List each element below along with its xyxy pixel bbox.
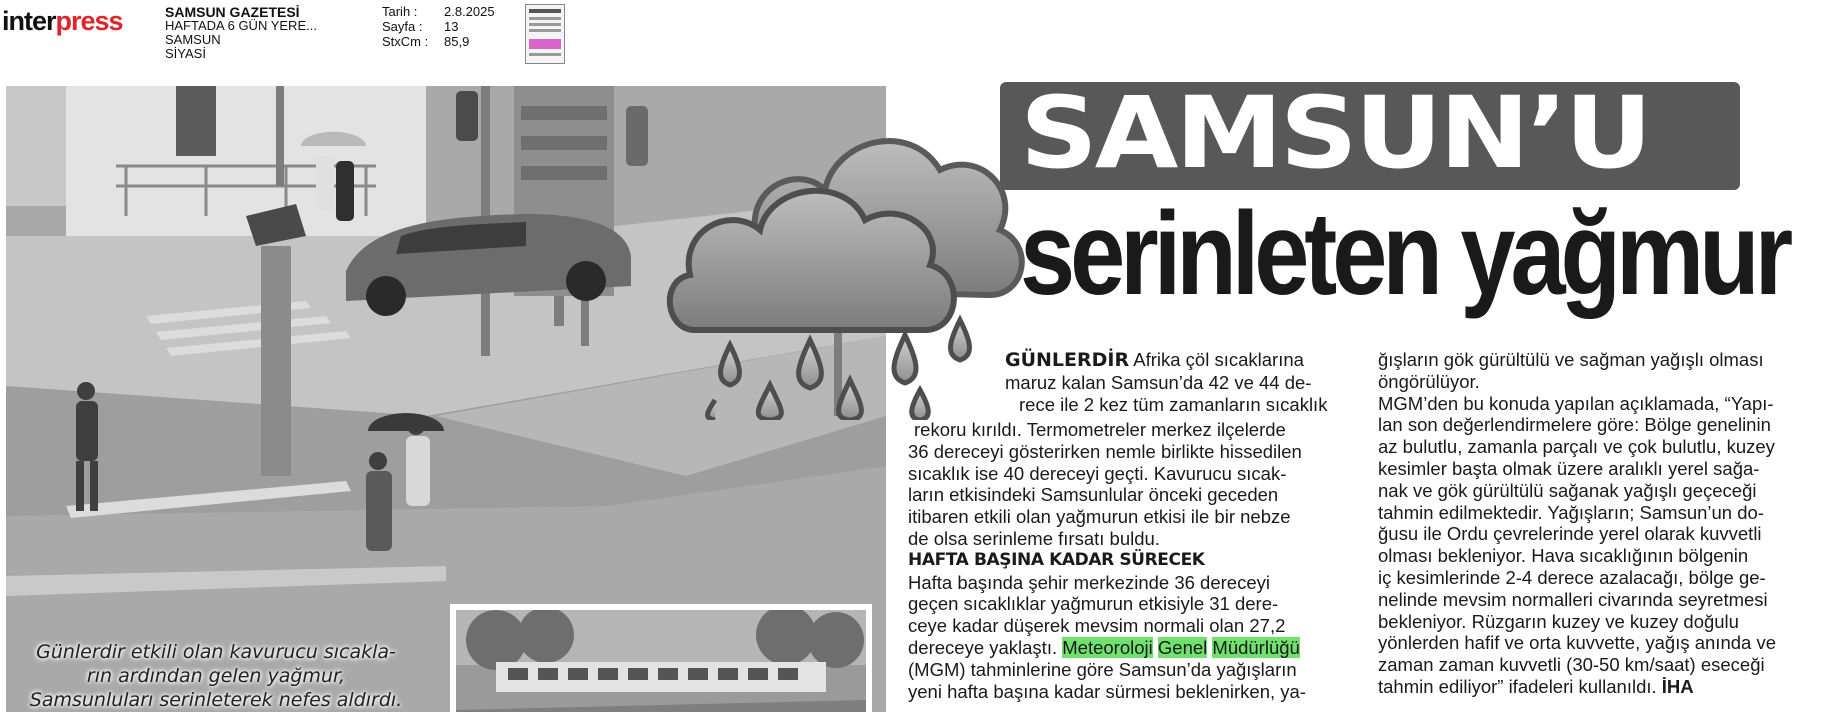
article-line: geçen sıcaklıklar yağmurun etkisiyle 31 dere-: [908, 593, 1279, 615]
article-line: itibaren etkili olan yağmurun etkisi ile bir nebze: [908, 506, 1291, 528]
article-line: az bulutlu, zamanla parçalı ve çok bulutlu, kuzey: [1378, 436, 1775, 458]
article-line: tahmin ediliyor” ifadeleri kullanıldı.: [1378, 675, 1657, 697]
stxcm-value: 85,9: [444, 34, 470, 49]
highlighted-term: Genel: [1157, 636, 1208, 658]
article-line: rekoru kırıldı. Termometreler merkez ilçelerde: [914, 419, 1286, 440]
article-column-1: [908, 419, 1306, 702]
lead-word: GÜNLERDİR: [1005, 349, 1130, 371]
highlighted-term: Müdürlüğü: [1212, 636, 1300, 658]
tram-inset-photo: [450, 604, 872, 712]
headline-box: [1000, 76, 1740, 191]
rain-cloud-icon: [660, 80, 1040, 425]
article-line: sıcaklık ise 40 dereceyi geçti. Kavurucu sıcak-: [908, 462, 1287, 484]
page-label: Sayfa :: [382, 19, 423, 34]
interpress-logo: interpress: [2, 6, 123, 36]
page-value: 13: [444, 19, 459, 34]
page-thumbnail[interactable]: [525, 4, 565, 64]
article-line: iç kesimlerinde 2-4 derece azalacağı, bölge ge-: [1378, 566, 1766, 588]
publication-name: SAMSUN GAZETESİ: [165, 4, 300, 20]
caption-line: Günlerdir etkili olan kavurucu sıcakla-: [36, 641, 396, 663]
article-line: yönlerden hafif ve orta kuvvette, yağış anında ve: [1378, 632, 1776, 654]
publication-city: SAMSUN: [165, 32, 221, 47]
article-line: Hafta başında şehir merkezinde 36 dereceyi: [908, 571, 1270, 593]
stxcm-label: StxCm :: [382, 34, 429, 49]
article-line: nak ve gök gürültülü sağanak yağışlı geçeceği: [1378, 479, 1757, 501]
article-line: bekleniyor. Rüzgarın kuzey ve kuzey doğulu: [1378, 610, 1739, 632]
article-line: olması bekleniyor. Hava sıcaklığının bölgenin: [1378, 545, 1749, 567]
highlighted-term: Meteoroloji: [1062, 636, 1153, 658]
publication-info: [165, 5, 317, 61]
article-line: dereceye yaklaştı.: [908, 636, 1058, 658]
date-label: Tarih :: [382, 4, 418, 19]
article-line: tahmin edilmektedir. Yağışların; Samsun’un do-: [1378, 501, 1764, 523]
article-line: ceye kadar düşerek mevsim normali olan 27,2: [908, 615, 1286, 637]
article-line: rece ile 2 kez tüm zamanların sıcaklık: [1019, 393, 1328, 415]
article-column-1-top: [1005, 349, 1327, 415]
caption-line: rın ardından gelen yağmur,: [86, 665, 346, 687]
article-subheading: HAFTA BAŞINA KADAR SÜRECEK: [908, 549, 1205, 570]
caption-line: Samsunluları serinleterek nefes aldırdı.: [29, 689, 403, 711]
article-line: öngörülüyor.: [1378, 370, 1480, 392]
headline-line1: SAMSUN’U: [1020, 76, 1650, 191]
article-line: kesimler başta olmak üzere aralıklı yerel sağa-: [1378, 457, 1760, 479]
photo-caption: [6, 640, 426, 712]
article-line: Afrika çöl sıcaklarına: [1133, 349, 1304, 370]
article-line: ların etkisindeki Samsunlular önceki geceden: [908, 484, 1279, 506]
clipping-meta: [382, 4, 495, 49]
article-line: lan son değerlendirmelere göre: Bölge genelinin: [1378, 414, 1771, 436]
article-line: maruz kalan Samsun’da 42 ve 44 de-: [1005, 371, 1312, 393]
article-line: de olsa serinleme fırsatı buldu.: [908, 527, 1160, 549]
article-line: nelinde mevsim normalleri civarında seyretmesi: [1378, 588, 1768, 610]
date-value: 2.8.2025: [444, 4, 495, 19]
article-line: ğusu ile Ordu çevrelerinde yerel olarak kuvvetli: [1378, 523, 1762, 545]
article-line: yeni hafta başına kadar sürmesi beklenirken, ya-: [908, 680, 1306, 702]
publication-category: SİYASİ: [165, 46, 206, 61]
article-line: zaman zaman kuvvetli (30-50 km/saat) eseceği: [1378, 654, 1765, 676]
article-line: MGM’den bu konuda yapılan açıklamada, “Yapı-: [1378, 392, 1774, 414]
article-signature: İHA: [1661, 675, 1694, 697]
article-line: 36 dereceyi gösterirken nemle birlikte hissedilen: [908, 440, 1302, 462]
article-line: (MGM) tahminlerine göre Samsun’da yağışların: [908, 658, 1297, 680]
publication-frequency: HAFTADA 6 GÜN YERE...: [165, 18, 317, 33]
headline-line2: serinleten yağmur: [1020, 188, 1789, 320]
article-line: ğışların gök gürültülü ve sağman yağışlı olması: [1378, 349, 1764, 370]
article-column-2: [1378, 349, 1776, 698]
